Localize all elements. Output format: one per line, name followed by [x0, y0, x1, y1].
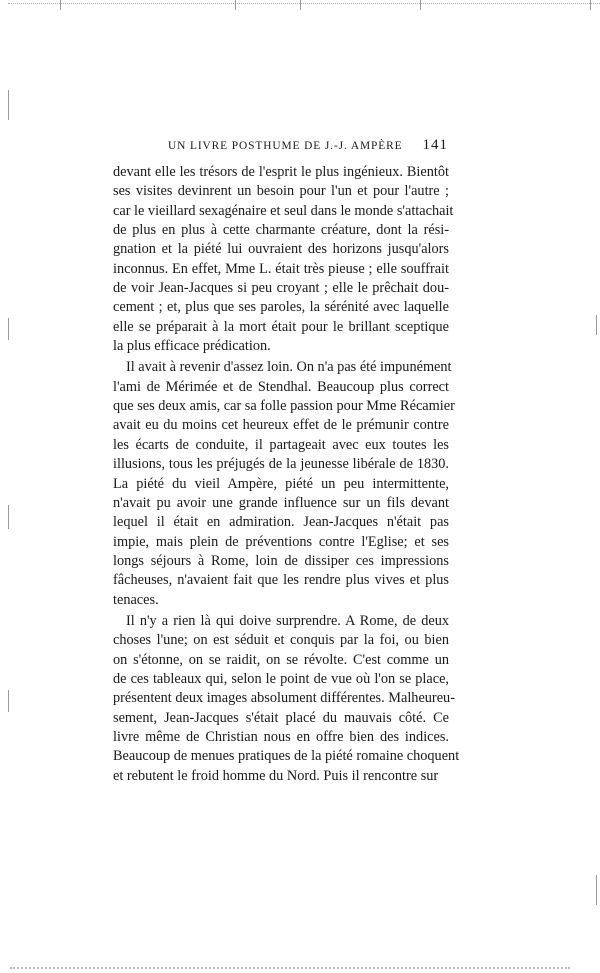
running-title: UN LIVRE POSTHUME DE J.-J. AMPÈRE — [168, 140, 403, 152]
text-line: ses visites devinrent un besoin pour l'un et pour l'autre ; — [113, 183, 449, 200]
text-line: longs séjours à Rome, loin de dissiper ces impressions — [113, 552, 449, 569]
scan-tick — [60, 0, 61, 10]
text-line: illusions, tous les préjugés de la jeunesse libérale de 1830. — [113, 456, 449, 473]
text-line: Beaucoup de menues pratiques de la piété romaine choquent — [113, 748, 460, 765]
page-number: 141 — [422, 137, 448, 153]
text-line: on s'étonne, on se raidit, on se révolte. C'est comme un — [113, 651, 449, 668]
text-line: Il n'y a rien là qui doive surprendre. A Rome, de deux — [126, 612, 449, 629]
text-line: car le vieillard sexagénaire et seul dans le monde s'attachait — [113, 202, 454, 219]
text-line: tenaces. — [113, 591, 159, 608]
text-line: présentent deux images absolument différentes. Malheureu- — [113, 690, 455, 707]
text-line: La piété du vieil Ampère, piété un peu intermittente, — [113, 475, 449, 492]
scan-tick — [420, 0, 421, 10]
scan-margin-mark — [596, 315, 597, 335]
scan-margin-mark — [8, 505, 9, 529]
text-line: avait eu du moins cet heureux effet de le prémunir contre — [113, 417, 449, 434]
scan-tick — [235, 0, 236, 10]
scan-tick — [590, 0, 591, 10]
text-line: fâcheuses, n'avaient fait que les rendre plus vives et plus — [113, 572, 449, 589]
paragraph — [113, 163, 454, 356]
paragraph — [113, 612, 460, 786]
text-line: la plus efficace prédication. — [113, 338, 271, 355]
text-line: livre même de Christian nous en offre bien des indices. — [113, 728, 449, 745]
text-line: l'ami de Mérimée et de Stendhal. Beaucoup plus correct — [113, 378, 449, 395]
text-line: inconnus. En effet, Mme L. était très pieuse ; elle souffrait — [113, 260, 449, 277]
scan-tick — [300, 0, 301, 10]
text-line: que ses deux amis, car sa folle passion pour Mme Récamier — [113, 398, 455, 415]
paragraph — [113, 358, 455, 609]
scan-top-edge — [8, 0, 600, 4]
body-text — [113, 163, 460, 786]
scan-margin-mark — [8, 690, 9, 712]
text-line: cement ; et, plus que ses paroles, la sérénité avec laquelle — [113, 299, 449, 316]
text-line: et rebutent le froid homme du Nord. Puis il rencontre sur — [113, 767, 439, 784]
text-line: impie, mais plein de préventions contre l'Eglise; et ses — [113, 533, 449, 550]
text-line: les écarts de conduite, il partageait avec eux toutes les — [113, 436, 449, 453]
text-line: de voir Jean-Jacques si peu croyant ; elle le prêchait dou- — [113, 280, 449, 297]
text-line: de ces tableaux qui, selon le point de vue où l'on se place, — [113, 670, 449, 687]
scan-margin-mark — [596, 875, 597, 905]
text-line: gnation et la piété lui ouvraient des horizons jusqu'alors — [113, 241, 449, 258]
scan-margin-mark — [8, 90, 9, 120]
text-line: de plus en plus à cette charmante créature, dont la rési- — [113, 222, 449, 239]
scan-bottom-edge — [10, 967, 570, 969]
text-line: choses l'une; on est séduit et conquis par la foi, ou bien — [113, 632, 449, 649]
text-line: n'avait pu avoir une grande influence sur un fils devant — [113, 494, 449, 511]
text-line: lequel il était en admiration. Jean-Jacques n'était pas — [113, 514, 449, 531]
text-line: elle se préparait à la mort était pour le brillant sceptique — [113, 318, 449, 335]
text-line: Il avait à revenir d'assez loin. On n'a pas été impunément — [126, 359, 452, 376]
running-header — [168, 137, 448, 160]
text-line: devant elle les trésors de l'esprit le plus ingénieux. Bientôt — [113, 164, 449, 180]
scan-margin-mark — [8, 318, 9, 340]
text-line: sement, Jean-Jacques s'était placé du mauvais côté. Ce — [113, 709, 449, 726]
